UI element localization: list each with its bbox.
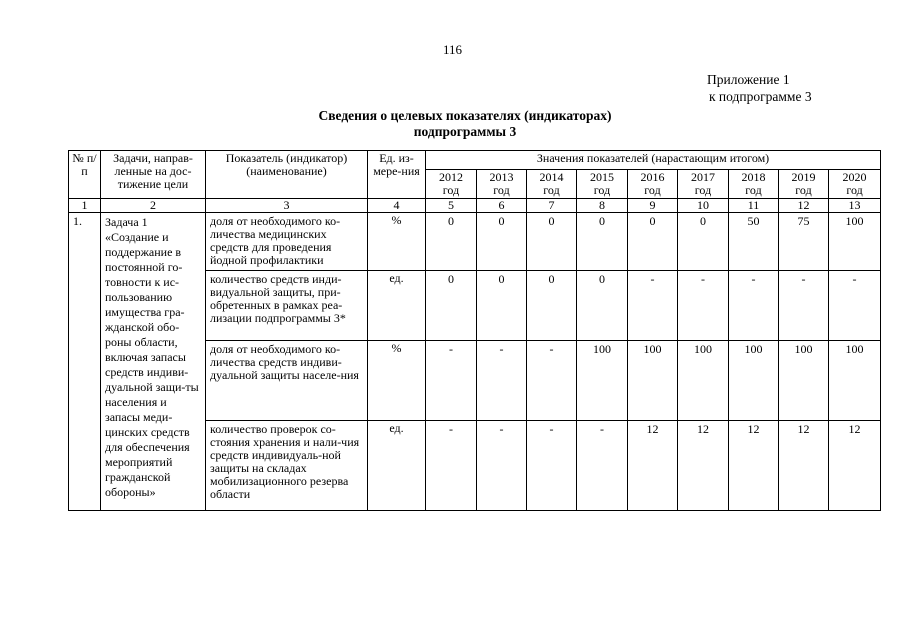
- value-cell: 0: [527, 271, 577, 341]
- value-cell: 100: [829, 213, 881, 271]
- indicator-name: доля от необходимого ко-личества медицинских средств для проведения йодной профилактики: [206, 213, 368, 271]
- header-row: [69, 151, 881, 170]
- table-row: [69, 213, 881, 271]
- unit-cell: ед.: [368, 271, 426, 341]
- value-cell: -: [829, 271, 881, 341]
- year-number: 2012: [439, 170, 463, 184]
- year-word: год: [694, 183, 712, 197]
- column-number: 9: [628, 199, 678, 213]
- appendix-note: [707, 71, 812, 105]
- value-cell: 100: [729, 341, 779, 421]
- header-year-2020: [829, 170, 881, 199]
- value-cell: 0: [577, 213, 628, 271]
- title-line-1: Сведения о целевых показателях (индикаторах): [318, 108, 612, 123]
- value-cell: 100: [678, 341, 729, 421]
- column-numbers-row: [69, 199, 881, 213]
- year-word: год: [593, 183, 611, 197]
- value-cell: -: [477, 421, 527, 511]
- year-number: 2013: [489, 170, 514, 184]
- value-cell: 0: [678, 213, 729, 271]
- value-cell: -: [527, 341, 577, 421]
- header-year-2017: [678, 170, 729, 199]
- header-year-2013: [477, 170, 527, 199]
- value-cell: 50: [729, 213, 779, 271]
- value-cell: 100: [829, 341, 881, 421]
- year-word: год: [745, 183, 762, 197]
- value-cell: 12: [628, 421, 678, 511]
- value-cell: 0: [477, 271, 527, 341]
- value-cell: -: [477, 341, 527, 421]
- value-cell: 12: [829, 421, 881, 511]
- year-number: 2017: [691, 170, 715, 184]
- header-year-2014: [527, 170, 577, 199]
- appendix-line-2: к подпрограмме 3: [709, 89, 812, 104]
- value-cell: 75: [779, 213, 829, 271]
- year-number: 2014: [539, 170, 564, 184]
- column-number: 3: [206, 199, 368, 213]
- year-number: 2020: [842, 170, 867, 184]
- value-cell: 0: [426, 271, 477, 341]
- header-tasks: Задачи, направ-ленные на дос-тижение цели: [101, 151, 206, 199]
- value-cell: 0: [426, 213, 477, 271]
- value-cell: -: [577, 421, 628, 511]
- column-number: 5: [426, 199, 477, 213]
- unit-cell: %: [368, 341, 426, 421]
- value-cell: 12: [729, 421, 779, 511]
- header-unit: Ед. из-мере-ния: [368, 151, 426, 199]
- column-number: 10: [678, 199, 729, 213]
- year-word: год: [543, 183, 560, 197]
- year-number: 2015: [590, 170, 614, 184]
- value-cell: 100: [628, 341, 678, 421]
- indicators-table: [68, 150, 881, 511]
- value-cell: 12: [678, 421, 729, 511]
- value-cell: 0: [477, 213, 527, 271]
- column-number: 12: [779, 199, 829, 213]
- header-year-2012: [426, 170, 477, 199]
- value-cell: -: [426, 341, 477, 421]
- value-cell: -: [527, 421, 577, 511]
- column-number: 1: [69, 199, 101, 213]
- year-number: 2019: [791, 170, 816, 184]
- indicator-name: количество средств инди-видуальной защиты, при-обретенных в рамках реа-лизации подпрограммы 3*: [206, 271, 368, 341]
- value-cell: 100: [577, 341, 628, 421]
- header-values-group: Значения показателей (нарастающим итогом): [426, 151, 881, 170]
- year-word: год: [644, 183, 661, 197]
- year-number: 2016: [640, 170, 665, 184]
- task-number: 1.: [69, 213, 101, 511]
- value-cell: 12: [779, 421, 829, 511]
- header-no: № п/п: [69, 151, 101, 199]
- unit-cell: %: [368, 213, 426, 271]
- page-number: 116: [442, 42, 463, 57]
- value-cell: 0: [527, 213, 577, 271]
- value-cell: -: [426, 421, 477, 511]
- task-description: Задача 1 «Создание и поддержание в постоянной го-товности к ис-пользованию имущества гра-жданской обо-роны области, включая запасы средств индиви-дуальной защи-ты населения и запасы меди-цинских средств для обеспечения мероприятий гражданской обороны»: [101, 213, 206, 511]
- header-year-2018: [729, 170, 779, 199]
- year-word: год: [795, 183, 812, 197]
- header-indicator: Показатель (индикатор) (наименование): [206, 151, 368, 199]
- header-year-2016: [628, 170, 678, 199]
- title-line-2: подпрограммы 3: [413, 124, 517, 139]
- value-cell: 0: [628, 213, 678, 271]
- indicator-name: количество проверок со-стояния хранения и нали-чия средств индивидуаль-ной защиты на складах мобилизационного резерва области: [206, 421, 368, 511]
- year-word: год: [846, 183, 863, 197]
- value-cell: 100: [779, 341, 829, 421]
- column-number: 7: [527, 199, 577, 213]
- header-year-2015: [577, 170, 628, 199]
- year-word: год: [493, 183, 510, 197]
- column-number: 13: [829, 199, 881, 213]
- value-cell: -: [779, 271, 829, 341]
- year-number: 2018: [741, 170, 766, 184]
- document-title: [0, 108, 905, 140]
- column-number: 2: [101, 199, 206, 213]
- header-year-2019: [779, 170, 829, 199]
- year-word: год: [442, 183, 460, 197]
- unit-cell: ед.: [368, 421, 426, 511]
- column-number: 4: [368, 199, 426, 213]
- column-number: 6: [477, 199, 527, 213]
- indicator-name: доля от необходимого ко-личества средств индиви-дуальной защиты населе-ния: [206, 341, 368, 421]
- column-number: 11: [729, 199, 779, 213]
- appendix-line-1: Приложение 1: [707, 72, 790, 87]
- column-number: 8: [577, 199, 628, 213]
- value-cell: 0: [577, 271, 628, 341]
- value-cell: -: [729, 271, 779, 341]
- value-cell: -: [678, 271, 729, 341]
- value-cell: -: [628, 271, 678, 341]
